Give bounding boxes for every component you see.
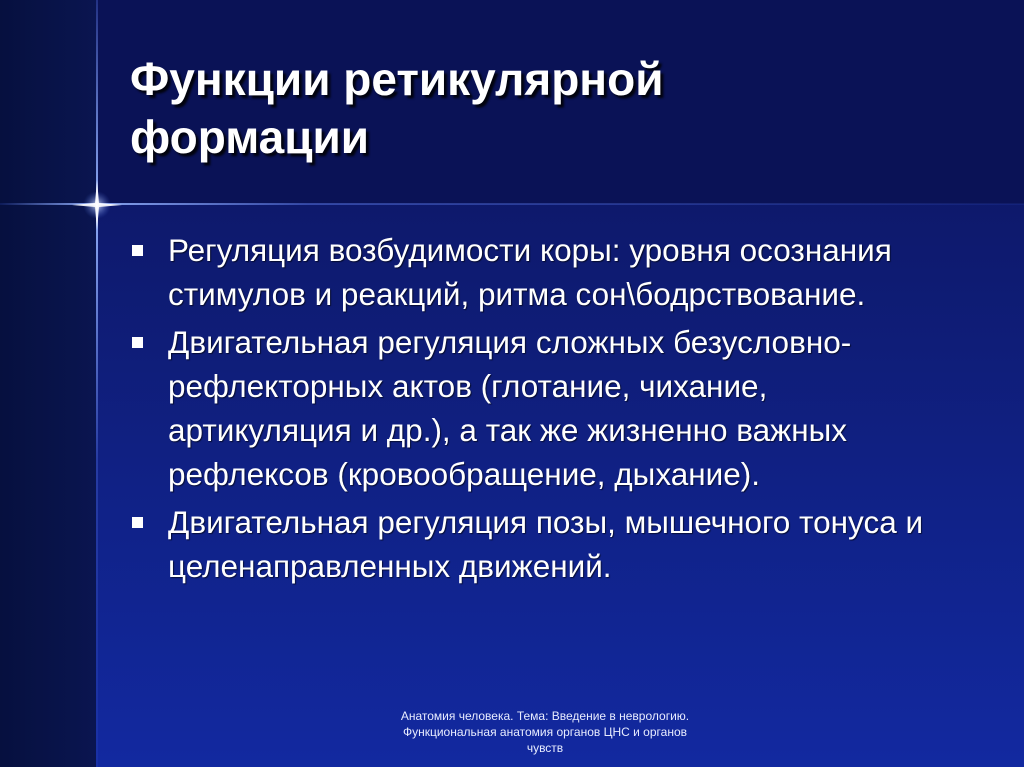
slide-title: Функции ретикулярной формации	[130, 53, 664, 163]
bullet-list	[128, 228, 958, 592]
sparkle-icon	[72, 180, 122, 230]
bullet-text: Регуляция возбудимости коры: уровня осознания стимулов и реакций, ритма сон\бодрствование.	[168, 232, 892, 312]
square-bullet-icon	[132, 337, 143, 348]
square-bullet-icon	[132, 517, 143, 528]
horizontal-accent-line	[0, 203, 1024, 205]
slide-footer: Анатомия человека. Тема: Введение в неврологию. Функциональная анатомия органов ЦНС и органов чувств	[400, 709, 690, 755]
left-band	[0, 0, 96, 767]
bullet-item	[128, 228, 958, 316]
vertical-accent-line	[96, 0, 98, 767]
bullet-text: Двигательная регуляция позы, мышечного тонуса и целенаправленных движений.	[168, 504, 924, 584]
bullet-item	[128, 500, 958, 588]
bullet-item	[128, 320, 958, 496]
bullet-text: Двигательная регуляция сложных безусловно-рефлекторных актов (глотание, чихание, артикуляция и др.), а так же жизненно важных рефлексов (кровообращение, дыхание).	[168, 324, 852, 492]
square-bullet-icon	[132, 245, 143, 256]
